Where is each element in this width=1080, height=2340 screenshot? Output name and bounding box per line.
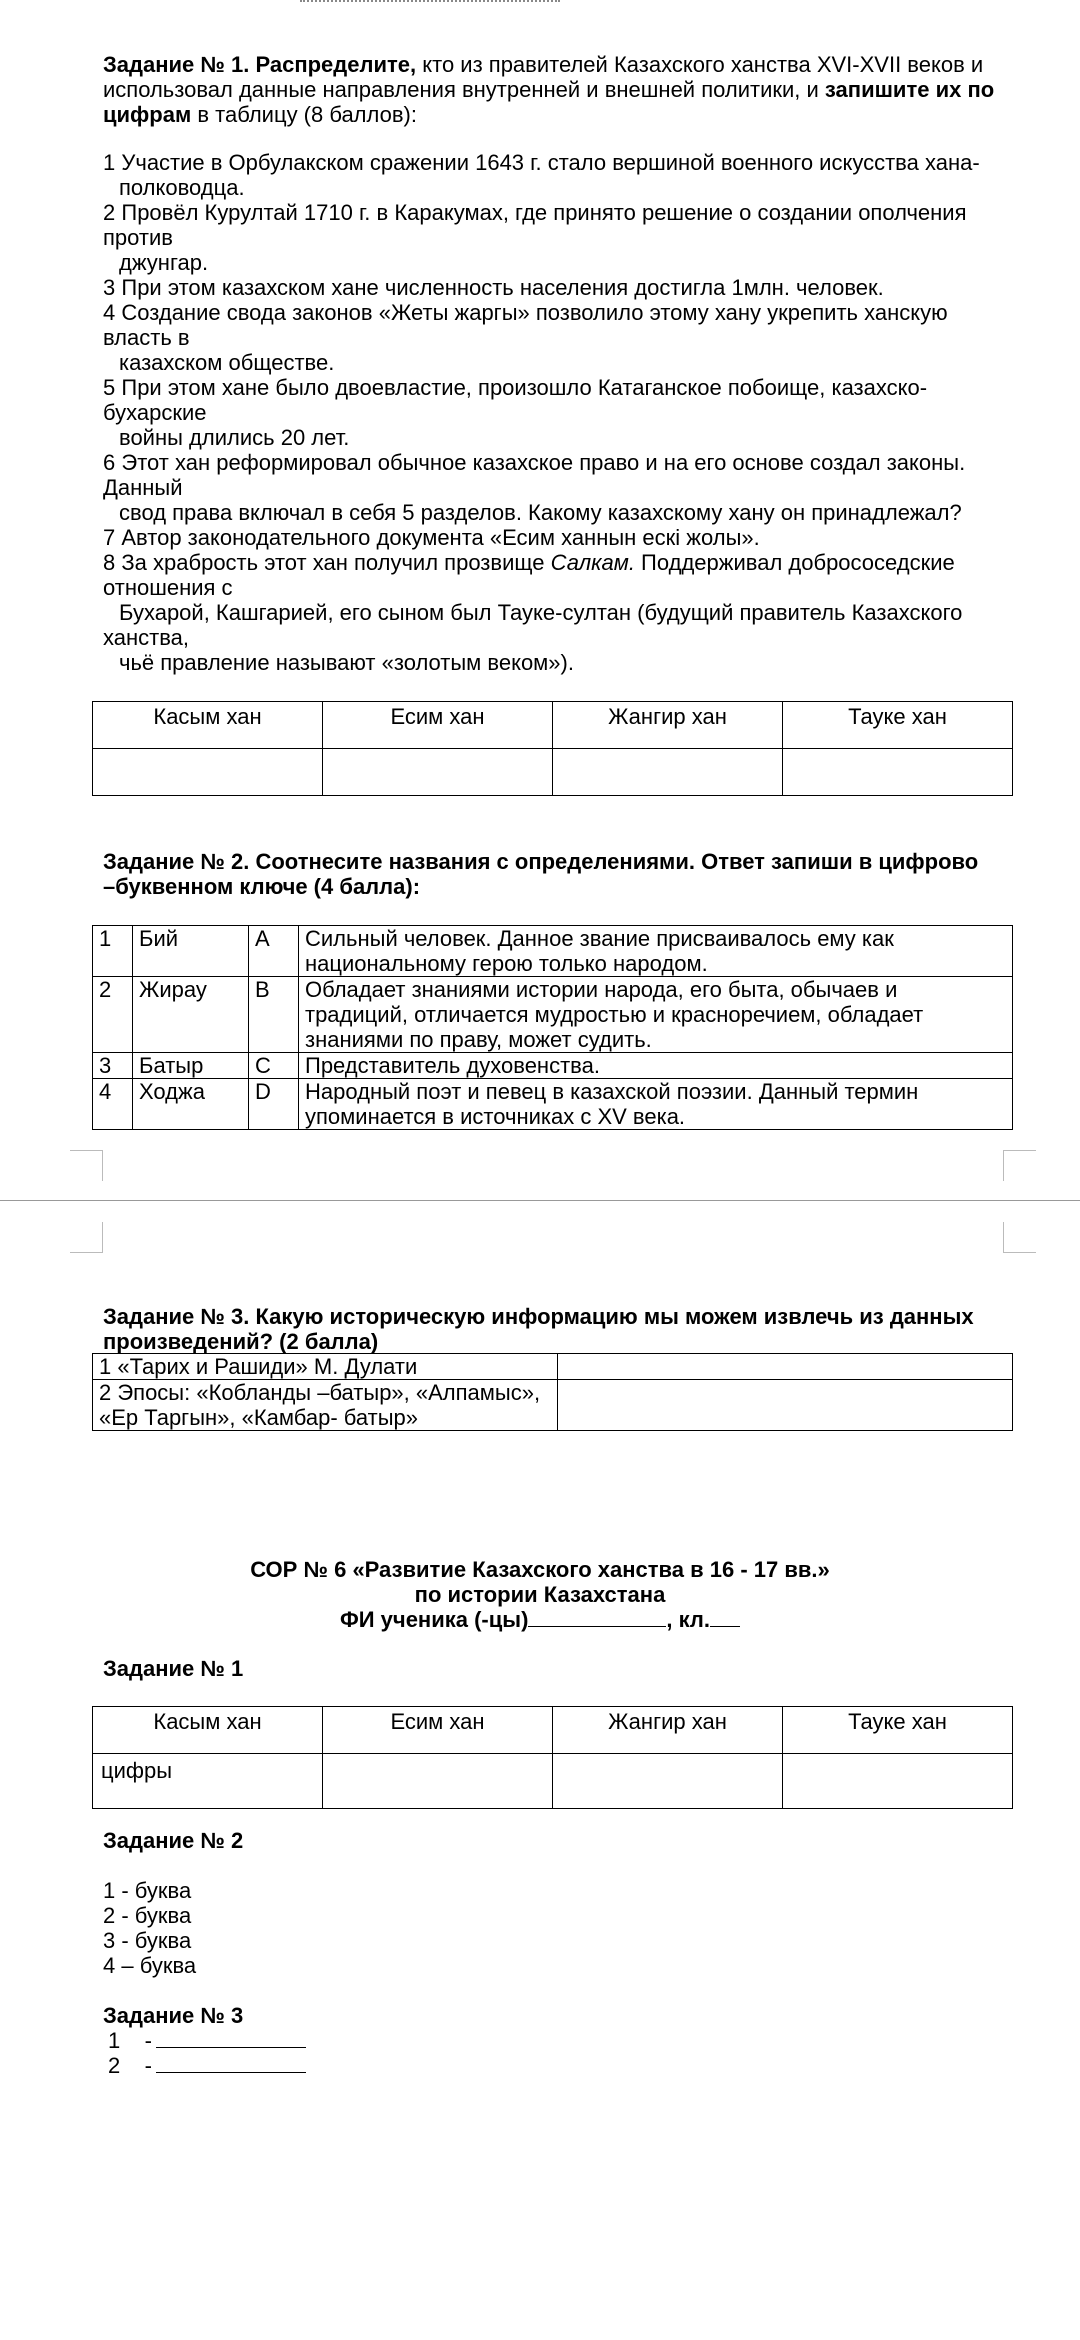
- answer-task2-list: 1 - буква 2 - буква 3 - буква 4 – буква: [103, 1878, 197, 1978]
- answer-task1-table: [92, 1706, 1013, 1809]
- page-corner-mark: [1003, 1222, 1036, 1253]
- answer-cell[interactable]: [323, 1754, 553, 1809]
- answer-task3-label: Задание № 3: [103, 2003, 244, 2028]
- table-header: Есим хан: [323, 702, 553, 749]
- task1-header: Задание № 1. Распределите, кто из правителей Казахского ханства XVI-XVII веков и использовал данные направления внутренней и внешней политики, и запишите их по цифрам в таблицу (8 баллов):: [103, 52, 995, 127]
- answer-cell[interactable]: [558, 1354, 1013, 1380]
- answer-cell[interactable]: [553, 749, 783, 796]
- task1-item-5: 5 При этом хане было двоевластие, произошло Катаганское побоище, казахско- бухарские войны длились 20 лет.: [103, 375, 928, 450]
- row-label: цифры: [93, 1754, 323, 1809]
- table-row: 3 Батыр C Представитель духовенства.: [93, 1053, 1013, 1079]
- page-corner-mark: [1003, 1150, 1036, 1181]
- task3-table: [92, 1353, 1013, 1431]
- page-corner-mark: [70, 1222, 103, 1253]
- table-header: Жангир хан: [553, 702, 783, 749]
- table-row: 1 Бий A Сильный человек. Данное звание присваивалось ему как национальному герою только народом.: [93, 926, 1013, 977]
- answer-task2-label: Задание № 2: [103, 1828, 244, 1853]
- task1-items: [103, 150, 1003, 675]
- page-break-line: [0, 1200, 1080, 1201]
- answer-cell[interactable]: [323, 749, 553, 796]
- task1-item-8: 8 За храбрость этот хан получил прозвище Салкам. Поддерживал добрососедские отношения с Бухарой, Кашгарией, его сыном был Тауке-султан (будущий правитель Казахского ханства, чьё правление называют «золотым веком»).: [103, 550, 963, 675]
- task3-header: Задание № 3. Какую историческую информацию мы можем извлечь из данных произведений? (2 балла): [103, 1304, 974, 1354]
- answer-cell[interactable]: [93, 749, 323, 796]
- student-name-line[interactable]: [528, 1626, 666, 1627]
- answer-cell[interactable]: [783, 749, 1013, 796]
- table-header: Тауке хан: [783, 702, 1013, 749]
- table-header: Касым хан: [93, 702, 323, 749]
- table-row: 2 Эпосы: «Кобланды –батыр», «Алпамыс», «Ер Таргын», «Камбар- батыр»: [93, 1380, 1013, 1431]
- task1-item-7: 7 Автор законодательного документа «Есим ханнын ескі жолы».: [103, 525, 760, 550]
- table-row: 2 Жирау B Обладает знаниями истории народа, его быта, обычаев и традиций, отличается мудростью и красноречием, обладает знаниями по праву, может судить.: [93, 977, 1013, 1053]
- task2-table: [92, 925, 1013, 1130]
- answer-task3-list: 1 - 2 -: [108, 2028, 306, 2078]
- table-header: Тауке хан: [783, 1707, 1013, 1754]
- page-corner-mark: [70, 1150, 103, 1181]
- task2-header: Задание № 2. Соотнесите названия с определениями. Ответ запиши в цифрово –буквенном ключе (4 балла):: [103, 849, 979, 899]
- task1-item-2: 2 Провёл Курултай 1710 г. в Каракумах, где принято решение о создании ополчения против джунгар.: [103, 200, 967, 275]
- table-row: 4 Ходжа D Народный поэт и певец в казахской поэзии. Данный термин упоминается в источниках с XV века.: [93, 1079, 1013, 1130]
- answer-cell[interactable]: [783, 1754, 1013, 1809]
- answer-sheet-title: СОР № 6 «Развитие Казахского ханства в 16 - 17 вв.» по истории Казахстана ФИ ученика (-цы) , кл.: [250, 1557, 830, 1632]
- task1-item-4: 4 Создание свода законов «Жеты жаргы» позволило этому хану укрепить ханскую власть в казахском обществе.: [103, 300, 948, 375]
- answer-cell[interactable]: [558, 1380, 1013, 1431]
- table-header: Касым хан: [93, 1707, 323, 1754]
- table-header: Жангир хан: [553, 1707, 783, 1754]
- task1-item-3: 3 При этом казахском хане численность населения достигла 1млн. человек.: [103, 275, 884, 300]
- task1-item-6: 6 Этот хан реформировал обычное казахское право и на его основе создал законы. Данный свод права включал в себя 5 разделов. Какому казахскому хану он принадлежал?: [103, 450, 966, 525]
- answer-line[interactable]: [156, 2047, 306, 2048]
- answer-task1-label: Задание № 1: [103, 1656, 244, 1681]
- task1-table: [92, 701, 1013, 796]
- answer-line[interactable]: [156, 2072, 306, 2073]
- table-row: 1 «Тарих и Рашиди» М. Дулати: [93, 1354, 1013, 1380]
- answer-cell[interactable]: [553, 1754, 783, 1809]
- class-line[interactable]: [710, 1626, 740, 1627]
- task1-item-1: 1 Участие в Орбулакском сражении 1643 г. стало вершиной военного искусства хана- полководца.: [103, 150, 980, 200]
- table-header: Есим хан: [323, 1707, 553, 1754]
- top-edge-fragment: [300, 0, 560, 2]
